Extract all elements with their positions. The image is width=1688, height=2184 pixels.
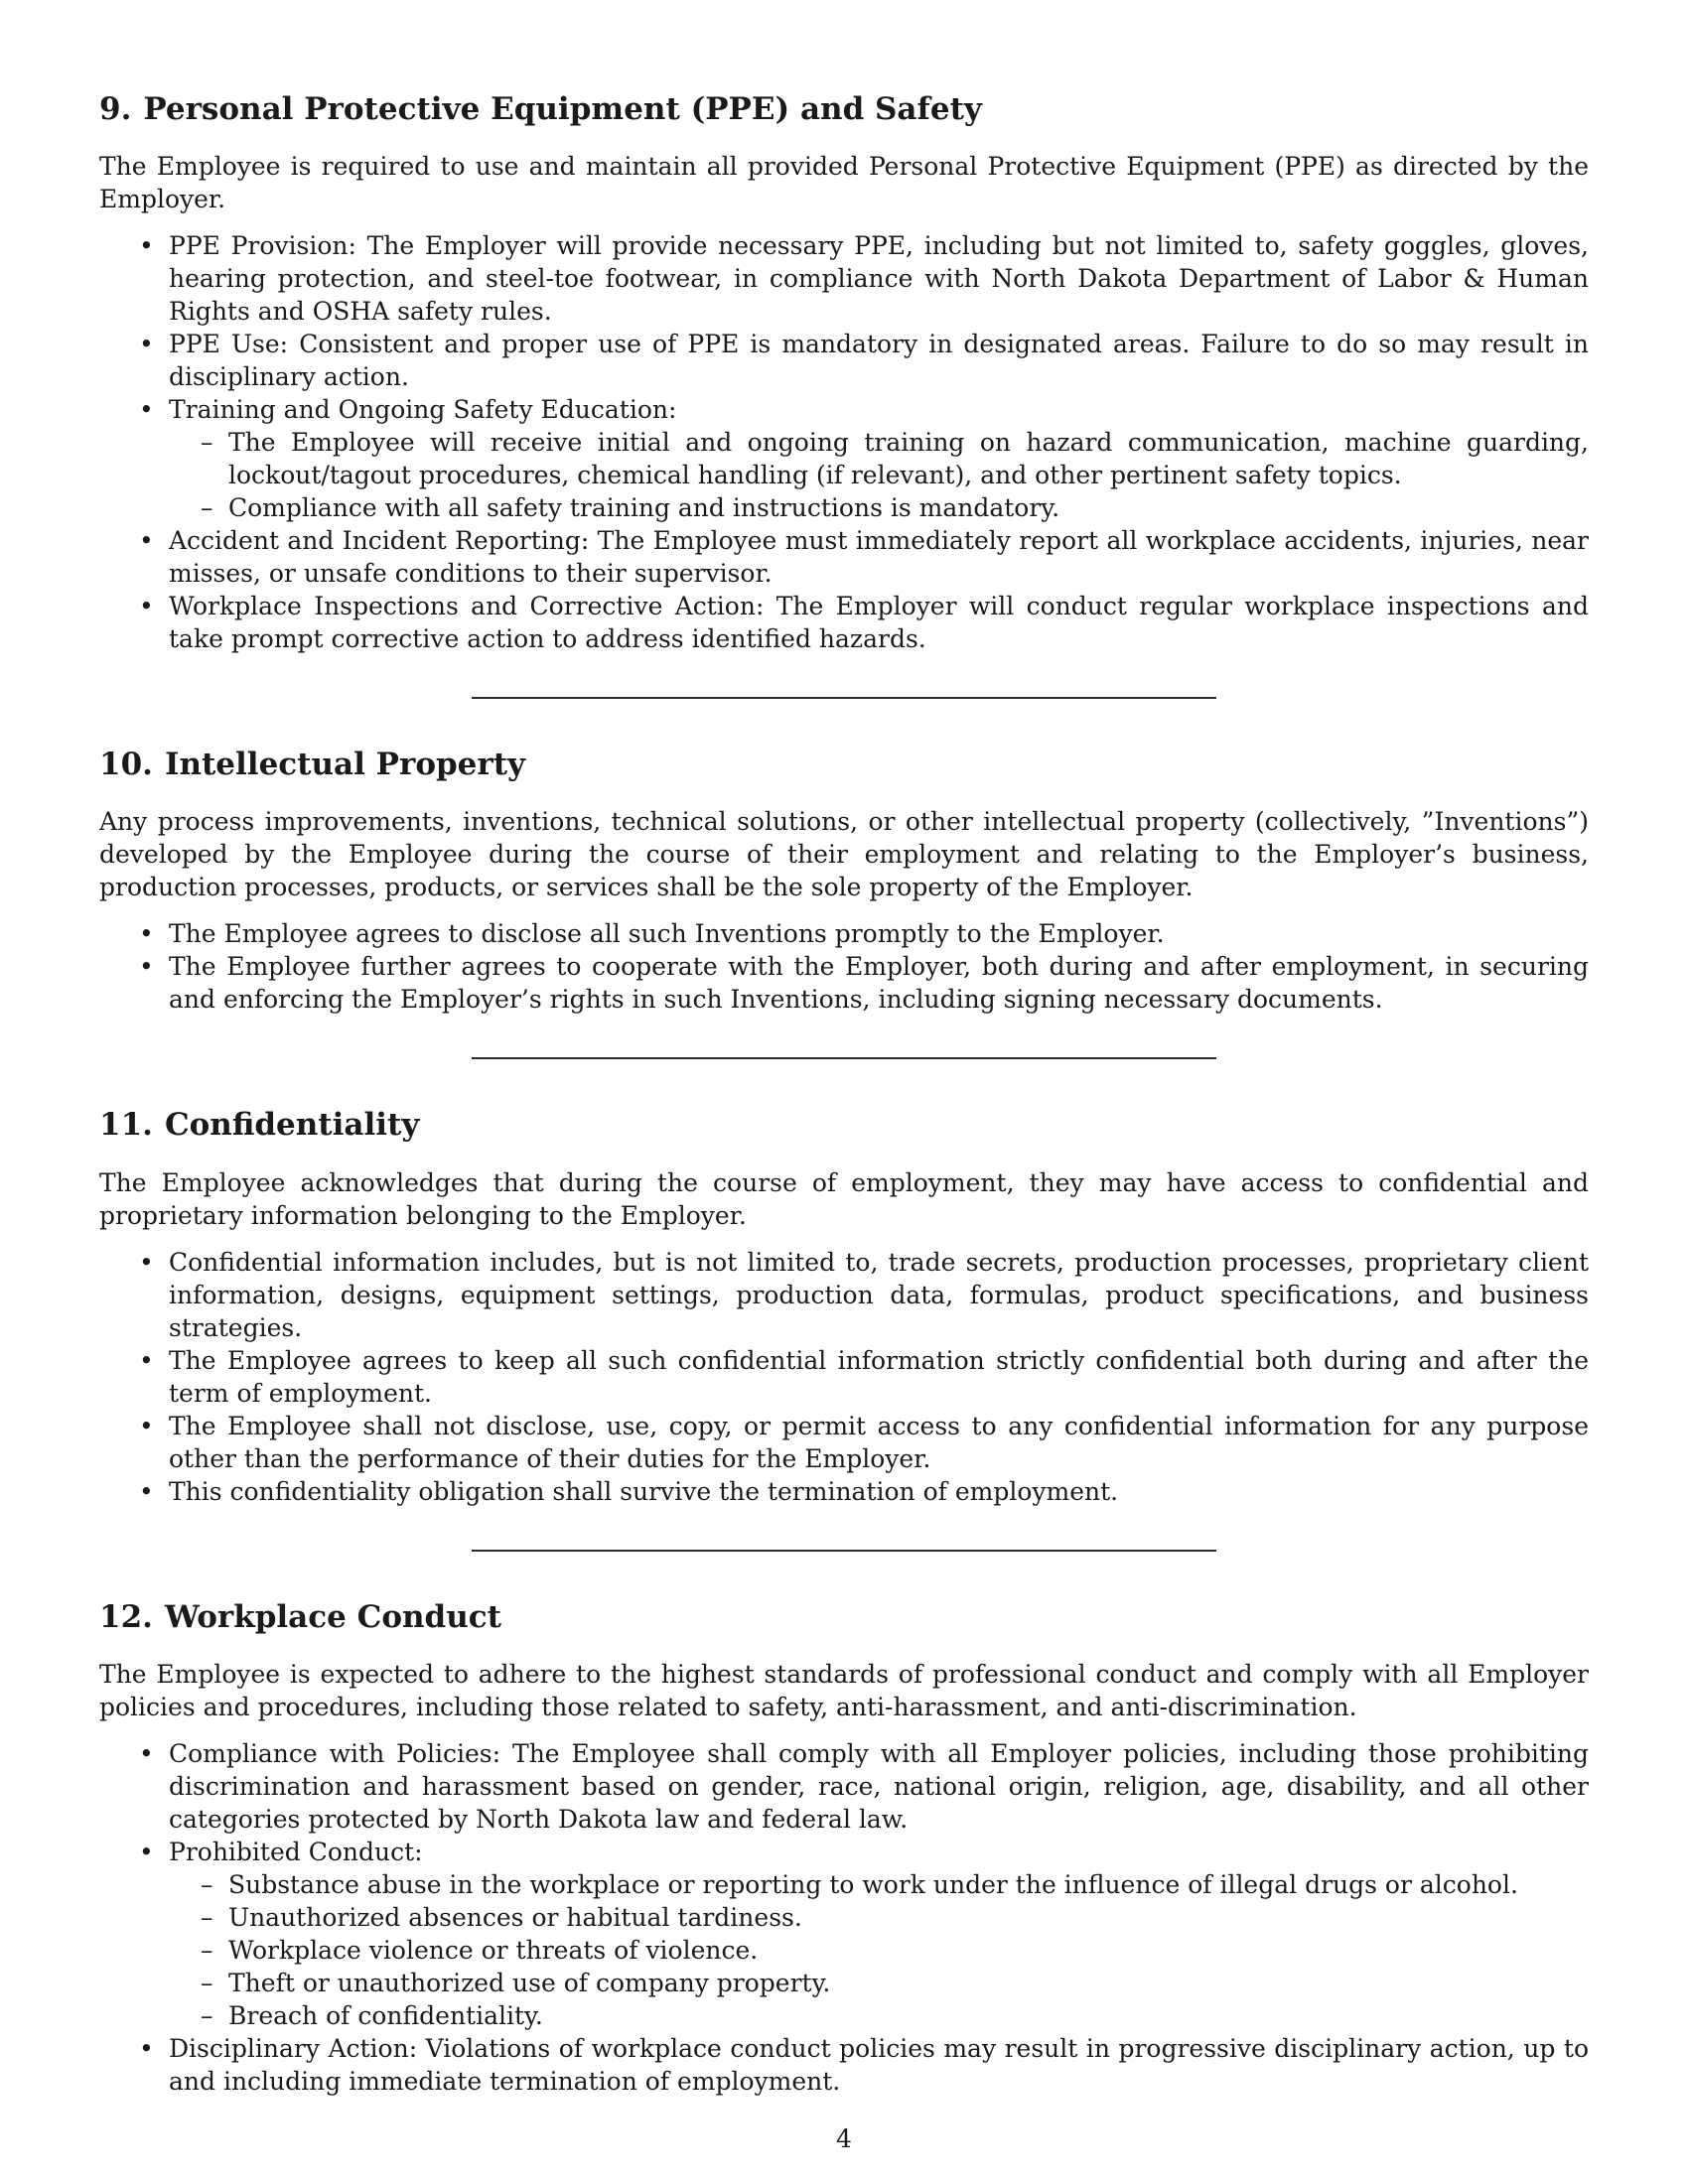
list-item: • The Employee further agrees to cooperate with the Employer, both during and after employment, in securing and enforcing the Employer’s rights in such Inventions, including signing necessary documents.	[99, 950, 1589, 1016]
list-item-prohibited-conduct	[99, 1836, 1589, 2032]
sub-list	[169, 426, 1589, 524]
page-number: 4	[836, 2124, 852, 2153]
bullet-list	[99, 1246, 1589, 1508]
sub-list-item: – Workplace violence or threats of violence.	[169, 1934, 1589, 1967]
section-title: Intellectual Property	[164, 747, 526, 783]
list-item-training	[99, 393, 1589, 524]
sub-list-item: – Compliance with all safety training and instructions is mandatory.	[169, 491, 1589, 524]
bullet-list	[99, 917, 1589, 1016]
section-heading	[99, 1107, 1589, 1144]
list-item: • PPE Provision: The Employer will provide necessary PPE, including but not limited to, safety goggles, gloves, hearing protection, and steel-toe footwear, in compliance with North Dakota Department of Labor & Human Rights and OSHA safety rules.	[99, 229, 1589, 328]
section-intro: The Employee is expected to adhere to the highest standards of professional conduct and comply with all Employer policies and procedures, including those related to safety, anti-harassment, and anti-discrimination.	[99, 1659, 1589, 1721]
section-intellectual-property	[99, 747, 1589, 1016]
list-item: • Compliance with Policies: The Employee shall comply with all Employer policies, including those prohibiting discrimination and harassment based on gender, race, national origin, religion, age, disability, and all other categories protected by North Dakota law and federal law.	[99, 1737, 1589, 1836]
bullet-list	[99, 229, 1589, 655]
list-item: • This confidentiality obligation shall survive the termination of employment.	[99, 1475, 1589, 1508]
section-number: 12.	[99, 1598, 153, 1635]
section-number: 9.	[99, 91, 132, 127]
section-intro: The Employee acknowledges that during the course of employment, they may have access to confidential and proprietary information belonging to the Employer.	[99, 1167, 1589, 1230]
list-item: • PPE Use: Consistent and proper use of PPE is mandatory in designated areas. Failure to do so may result in disciplinary action.	[99, 328, 1589, 393]
section-divider	[472, 1550, 1216, 1552]
section-title: Personal Protective Equipment (PPE) and Safety	[143, 91, 982, 127]
list-item: • The Employee shall not disclose, use, copy, or permit access to any confidential information for any purpose other than the performance of their duties for the Employer.	[99, 1410, 1589, 1475]
sub-list-item: – Breach of confidentiality.	[169, 1999, 1589, 2032]
document-page	[99, 91, 1589, 2098]
sub-list-item: – Unauthorized absences or habitual tardiness.	[169, 1901, 1589, 1934]
section-number: 10.	[99, 747, 153, 783]
sub-list-item: – Substance abuse in the workplace or reporting to work under the influence of illegal drugs or alcohol.	[169, 1868, 1589, 1901]
list-item-label: Prohibited Conduct:	[169, 1837, 423, 1866]
list-item: • Disciplinary Action: Violations of workplace conduct policies may result in progressive disciplinary action, up to and including immediate termination of employment.	[99, 2032, 1589, 2098]
section-title: Confidentiality	[164, 1107, 420, 1144]
section-heading	[99, 91, 1589, 128]
section-heading	[99, 747, 1589, 783]
sub-list	[169, 1868, 1589, 2032]
sub-list-item: – The Employee will receive initial and ongoing training on hazard communication, machine guarding, lockout/tagout procedures, chemical handling (if relevant), and other pertinent safety topics.	[169, 426, 1589, 491]
section-divider	[472, 697, 1216, 699]
section-confidentiality	[99, 1107, 1589, 1507]
list-item: • The Employee agrees to keep all such confidential information strictly confidential both during and after the term of employment.	[99, 1344, 1589, 1410]
section-intro: The Employee is required to use and maintain all provided Personal Protective Equipment (PPE) as directed by the Employer.	[99, 152, 1589, 214]
section-title: Workplace Conduct	[164, 1598, 501, 1635]
list-item-label: Training and Ongoing Safety Education:	[169, 395, 677, 425]
list-item: • Workplace Inspections and Corrective Action: The Employer will conduct regular workplace inspections and take prompt corrective action to address identified hazards.	[99, 590, 1589, 655]
bullet-list	[99, 1737, 1589, 2098]
list-item: • Accident and Incident Reporting: The Employee must immediately report all workplace accidents, injuries, near misses, or unsafe conditions to their supervisor.	[99, 524, 1589, 590]
section-ppe-safety	[99, 91, 1589, 655]
list-item: • The Employee agrees to disclose all such Inventions promptly to the Employer.	[99, 917, 1589, 950]
section-heading	[99, 1599, 1589, 1636]
section-divider	[472, 1057, 1216, 1059]
section-intro: Any process improvements, inventions, technical solutions, or other intellectual property (collectively, ”Inventions”) developed by the Employee during the course of their employment and relating to the Employer’s business, production processes, products, or services shall be the sole property of the Employer.	[99, 807, 1589, 902]
section-workplace-conduct	[99, 1599, 1589, 2098]
section-number: 11.	[99, 1107, 153, 1144]
list-item: • Confidential information includes, but is not limited to, trade secrets, production processes, proprietary client information, designs, equipment settings, production data, formulas, product specifications, and business strategies.	[99, 1246, 1589, 1344]
sub-list-item: – Theft or unauthorized use of company property.	[169, 1967, 1589, 1999]
